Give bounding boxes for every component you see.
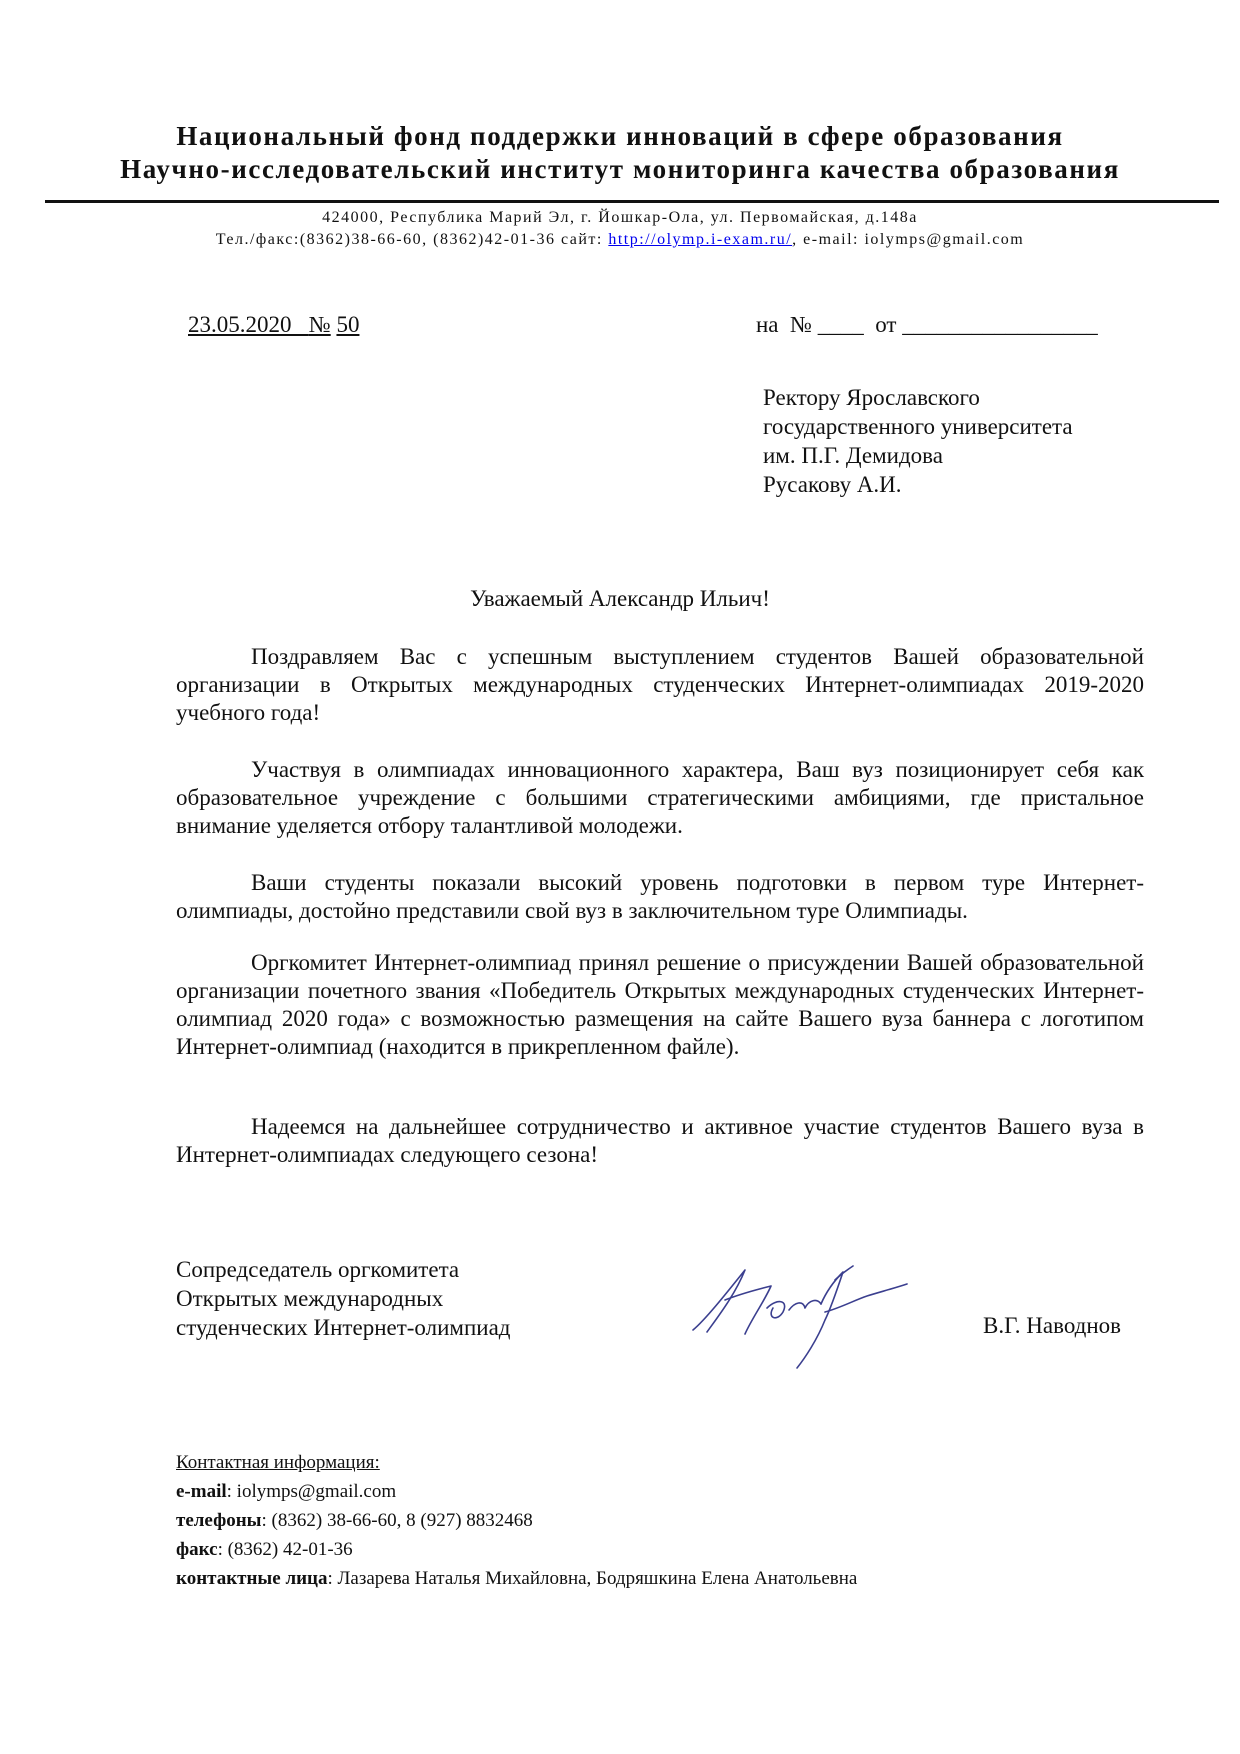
header-divider: [45, 200, 1219, 203]
reply-number-label: №: [790, 312, 812, 337]
outgoing-registration: [188, 311, 359, 339]
body-paragraph: Поздравляем Вас с успешным выступлением студентов Вашей образовательной организации в Открытых международных студенческих Интернет-олимпиадах 2019-2020 учебного года!: [176, 644, 1144, 725]
reply-number-blank: ____: [817, 312, 864, 337]
contact-email-label: e-mail: [176, 1481, 227, 1502]
addressee-line: государственного университета: [763, 414, 1073, 439]
signatory-title-line: Сопредседатель оргкомитета: [176, 1257, 460, 1282]
contact-phones-row: [176, 1506, 857, 1535]
body-paragraph: Ваши студенты показали высокий уровень подготовки в первом туре Интернет-олимпиады, достойно представили свой вуз в заключительном туре Олимпиады.: [176, 870, 1144, 923]
contact-email-row: [176, 1477, 857, 1506]
body-paragraph: Участвуя в олимпиадах инновационного характера, Ваш вуз позиционирует себя как образовательное учреждение с большими стратегическими амбициями, где пристальное внимание уделяется отбору талантливой молодежи.: [176, 757, 1144, 838]
contact-phones-label: телефоны: [176, 1510, 262, 1531]
org-name-line1: Национальный фонд поддержки инноваций в сфере образования: [176, 121, 1064, 151]
date-underline-gap: [292, 312, 309, 337]
signatory-name: В.Г. Наводнов: [983, 1313, 1122, 1338]
org-address: 424000, Республика Марий Эл, г. Йошкар-Ола, ул. Первомайская, д.148а: [322, 209, 918, 226]
contact-persons-row: [176, 1564, 857, 1593]
reply-na-label: на: [756, 312, 779, 337]
addressee-line: Ректору Ярославского: [763, 385, 980, 410]
handwritten-signature: [685, 1250, 915, 1380]
org-contacts-line: [0, 229, 1240, 251]
body-paragraph: Оргкомитет Интернет-олимпиад принял решение о присуждении Вашей образовательной организации почетного звания «Победитель Открытых международных студенческих Интернет-олимпиад 2020 года» с возможностью размещения на сайте Вашего вуза баннера с логотипом Интернет-олимпиад (находится в прикрепленном файле).: [176, 950, 1144, 1059]
reply-from-label: от: [875, 312, 897, 337]
contact-fax-row: [176, 1535, 857, 1564]
contact-persons-label: контактные лица: [176, 1568, 328, 1589]
letter-date: 23.05.2020: [188, 312, 292, 337]
addressee-block: [763, 383, 1073, 499]
header-email-text: , e-mail: iolymps@gmail.com: [792, 231, 1025, 248]
reply-from-blank: _________________: [902, 312, 1098, 337]
signatory-title: [176, 1255, 511, 1342]
org-name-line2: Научно-исследовательский институт мониторинга качества образования: [120, 154, 1120, 184]
contact-info: [176, 1448, 857, 1593]
contact-persons-value: : Лазарева Наталья Михайловна, Бодряшкина Елена Анатольевна: [327, 1568, 858, 1589]
greeting: Уважаемый Александр Ильич!: [470, 586, 770, 611]
contact-fax-label: факс: [176, 1539, 218, 1560]
phone-fax-text: Тел./факс:(8362)38-66-60, (8362)42-01-36 сайт:: [215, 231, 609, 248]
addressee-line: Русакову А.И.: [763, 472, 902, 497]
addressee-line: им. П.Г. Демидова: [763, 443, 943, 468]
contact-heading: Контактная информация:: [176, 1452, 380, 1473]
reply-reference: [756, 311, 1098, 339]
contact-phones-value: : (8362) 38-66-60, 8 (927) 8832468: [261, 1510, 533, 1531]
letter-number: 50: [336, 312, 360, 337]
signatory-title-line: студенческих Интернет-олимпиад: [176, 1315, 511, 1340]
contact-fax-value: : (8362) 42-01-36: [217, 1539, 353, 1560]
site-link[interactable]: http://olymp.i-exam.ru/: [608, 231, 793, 248]
letter-number-label: №: [308, 312, 331, 337]
body-paragraph: Надеемся на дальнейшее сотрудничество и активное участие студентов Вашего вуза в Интернет-олимпиадах следующего сезона!: [176, 1114, 1144, 1167]
contact-email-value: : iolymps@gmail.com: [226, 1481, 397, 1502]
signatory-title-line: Открытых международных: [176, 1286, 444, 1311]
